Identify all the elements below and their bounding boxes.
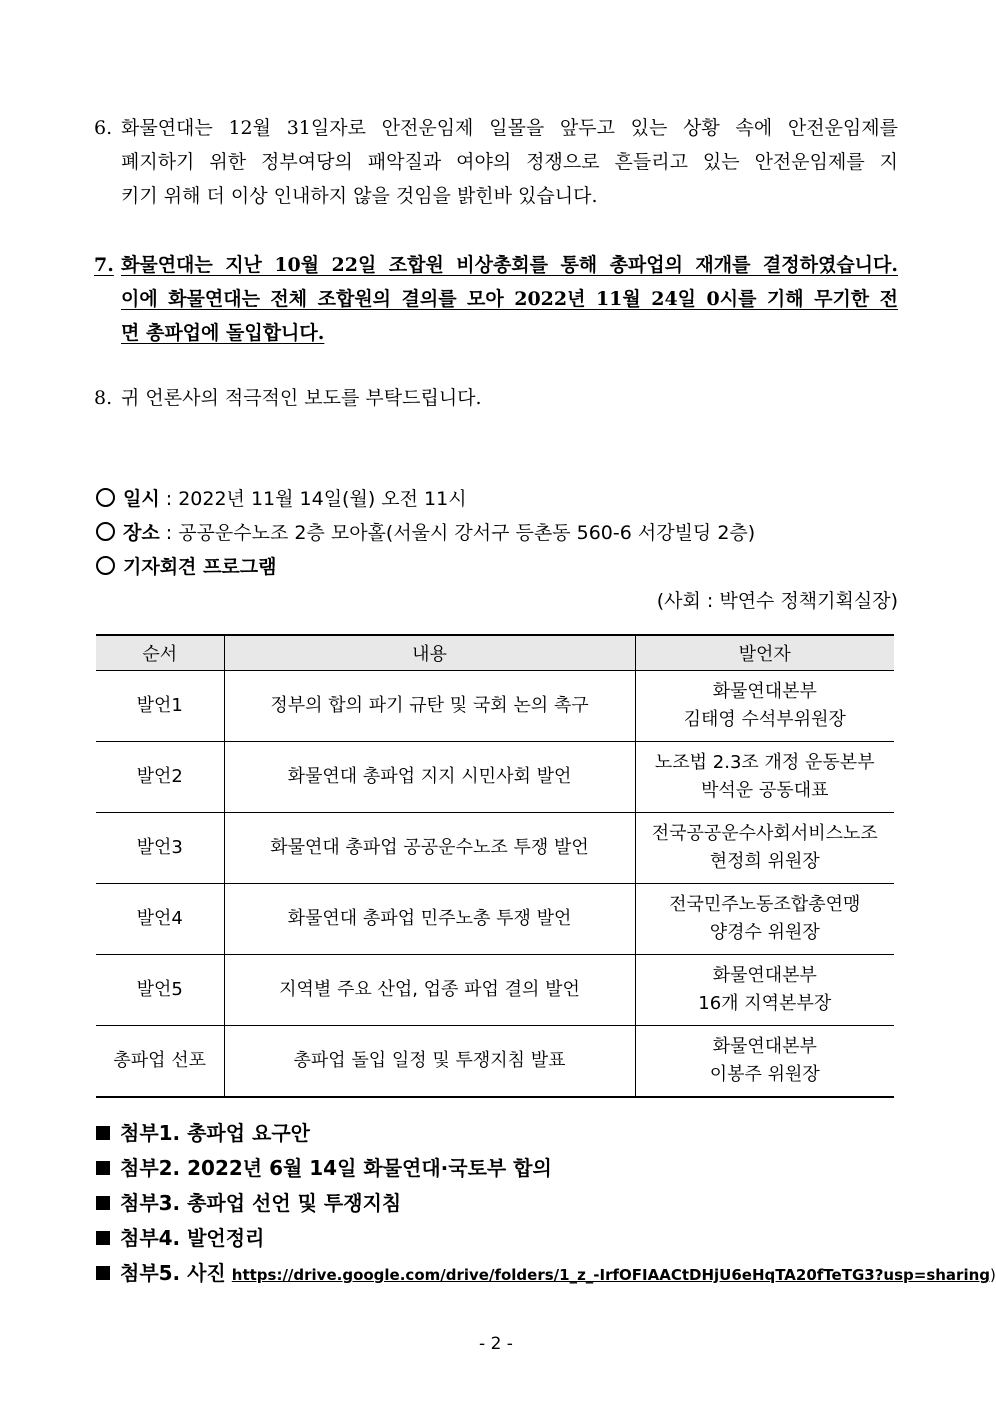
header-order: 순서 xyxy=(96,635,224,671)
order-cell: 총파업 선포 xyxy=(96,1026,224,1098)
speaker-name: 김태영 수석부위원장 xyxy=(683,709,846,730)
date-label: 일시 xyxy=(123,488,160,510)
content-cell: 정부의 합의 파기 규탄 및 국회 논의 촉구 xyxy=(224,671,635,742)
attachment-label: 첨부1. 총파업 요구안 xyxy=(120,1121,310,1145)
speaker-cell xyxy=(635,955,894,1026)
para-number: 6. xyxy=(94,117,113,139)
header-content: 내용 xyxy=(224,635,635,671)
speaker-org: 노조법 2.3조 개정 운동본부 xyxy=(654,752,875,773)
table-row xyxy=(96,1026,894,1098)
paragraph-7 xyxy=(94,248,898,350)
place-value: : 공공운수노조 2층 모아홀(서울시 강서구 등촌동 560-6 서강빌딩 2층) xyxy=(159,522,756,544)
attachment-2 xyxy=(96,1152,552,1181)
circle-bullet-icon xyxy=(96,522,115,541)
speaker-name: 양경수 위원장 xyxy=(709,922,820,943)
para-line: 화물연대는 12월 31일자로 안전운임제 일몰을 앞두고 있는 상황 속에 안전운임제를 xyxy=(121,117,898,139)
speaker-cell xyxy=(635,1026,894,1098)
speaker-cell xyxy=(635,742,894,813)
content-cell: 총파업 돌입 일정 및 투쟁지침 발표 xyxy=(224,1026,635,1098)
attachment-label: 첨부3. 총파업 선언 및 투쟁지침 xyxy=(120,1191,402,1215)
attachment-label: 첨부4. 발언정리 xyxy=(120,1226,265,1250)
program-table xyxy=(96,634,894,1098)
speaker-cell xyxy=(635,884,894,955)
attachment-label: 첨부2. 2022년 6월 14일 화물연대·국토부 합의 xyxy=(120,1156,552,1180)
para-line: 화물연대는 지난 10월 22일 조합원 비상총회를 통해 총파업의 재개를 결정하였습니다. xyxy=(121,254,898,276)
order-cell: 발언2 xyxy=(96,742,224,813)
speaker-org: 화물연대본부 xyxy=(712,681,817,702)
order-cell: 발언5 xyxy=(96,955,224,1026)
speaker-org: 전국공공운수사회서비스노조 xyxy=(651,823,878,844)
speaker-name: 박석운 공동대표 xyxy=(701,780,829,801)
table-row xyxy=(96,671,894,742)
table-row xyxy=(96,742,894,813)
attachment-5: 첨부5. 사진 https://drive.google.com/drive/folders/1_z_-IrfOFIAACtDHjU6eHqTA20fTeTG3?usp=sharing) xyxy=(96,1257,996,1286)
content-cell: 화물연대 총파업 공공운수노조 투쟁 발언 xyxy=(224,813,635,884)
content-cell: 화물연대 총파업 지지 시민사회 발언 xyxy=(224,742,635,813)
para-line: 키기 위해 더 이상 인내하지 않을 것임을 밝힌바 있습니다. xyxy=(121,185,598,207)
program-label: 기자회견 프로그램 xyxy=(123,556,277,578)
para-number: 7. xyxy=(94,254,114,276)
order-cell: 발언4 xyxy=(96,884,224,955)
content-cell: 화물연대 총파업 민주노총 투쟁 발언 xyxy=(224,884,635,955)
square-bullet-icon xyxy=(96,1126,110,1140)
square-bullet-icon xyxy=(96,1266,110,1280)
circle-bullet-icon xyxy=(96,556,115,575)
table-row xyxy=(96,884,894,955)
header-speaker: 발언자 xyxy=(635,635,894,671)
speaker-org: 전국민주노동조합총연맹 xyxy=(669,894,861,915)
speaker-name: 16개 지역본부장 xyxy=(698,993,832,1014)
program-line xyxy=(94,552,276,579)
photo-link[interactable]: https://drive.google.com/drive/folders/1_z_-IrfOFIAACtDHjU6eHqTA20fTeTG3?usp=sharing xyxy=(231,1266,990,1284)
host-note: (사회 : 박연수 정책기획실장) xyxy=(656,590,898,612)
speaker-name: 현정희 위원장 xyxy=(709,851,820,872)
table-header-row xyxy=(96,635,894,671)
speaker-org: 화물연대본부 xyxy=(712,965,817,986)
para-number: 8. xyxy=(94,387,113,409)
attachment-label: 첨부5. 사진 xyxy=(120,1261,226,1285)
square-bullet-icon xyxy=(96,1161,110,1175)
square-bullet-icon xyxy=(96,1196,110,1210)
square-bullet-icon xyxy=(96,1231,110,1245)
table-row xyxy=(96,813,894,884)
table-row xyxy=(96,955,894,1026)
place-label: 장소 xyxy=(123,522,160,544)
circle-bullet-icon xyxy=(96,488,115,507)
para-line: 면 총파업에 돌입합니다. xyxy=(121,322,325,344)
speaker-org: 화물연대본부 xyxy=(712,1036,817,1057)
attachment-1 xyxy=(96,1117,310,1146)
page-number: - 2 - xyxy=(479,1334,513,1354)
attachment-3 xyxy=(96,1187,401,1216)
place-line xyxy=(94,518,755,545)
order-cell: 발언3 xyxy=(96,813,224,884)
para-line: 폐지하기 위한 정부여당의 패악질과 여야의 정쟁으로 흔들리고 있는 안전운임제를 지 xyxy=(121,151,898,173)
content-cell: 지역별 주요 산업, 업종 파업 결의 발언 xyxy=(224,955,635,1026)
attachment-4 xyxy=(96,1222,264,1251)
order-cell: 발언1 xyxy=(96,671,224,742)
paragraph-8 xyxy=(94,381,898,415)
para-line: 귀 언론사의 적극적인 보도를 부탁드립니다. xyxy=(121,387,482,409)
date-line xyxy=(94,484,467,511)
speaker-cell xyxy=(635,813,894,884)
para-line: 이에 화물연대는 전체 조합원의 결의를 모아 2022년 11월 24일 0시를 기해 무기한 전 xyxy=(121,288,898,310)
paragraph-6 xyxy=(94,111,898,213)
date-value: : 2022년 11월 14일(월) 오전 11시 xyxy=(159,488,467,510)
speaker-cell xyxy=(635,671,894,742)
speaker-name: 이봉주 위원장 xyxy=(709,1064,820,1085)
